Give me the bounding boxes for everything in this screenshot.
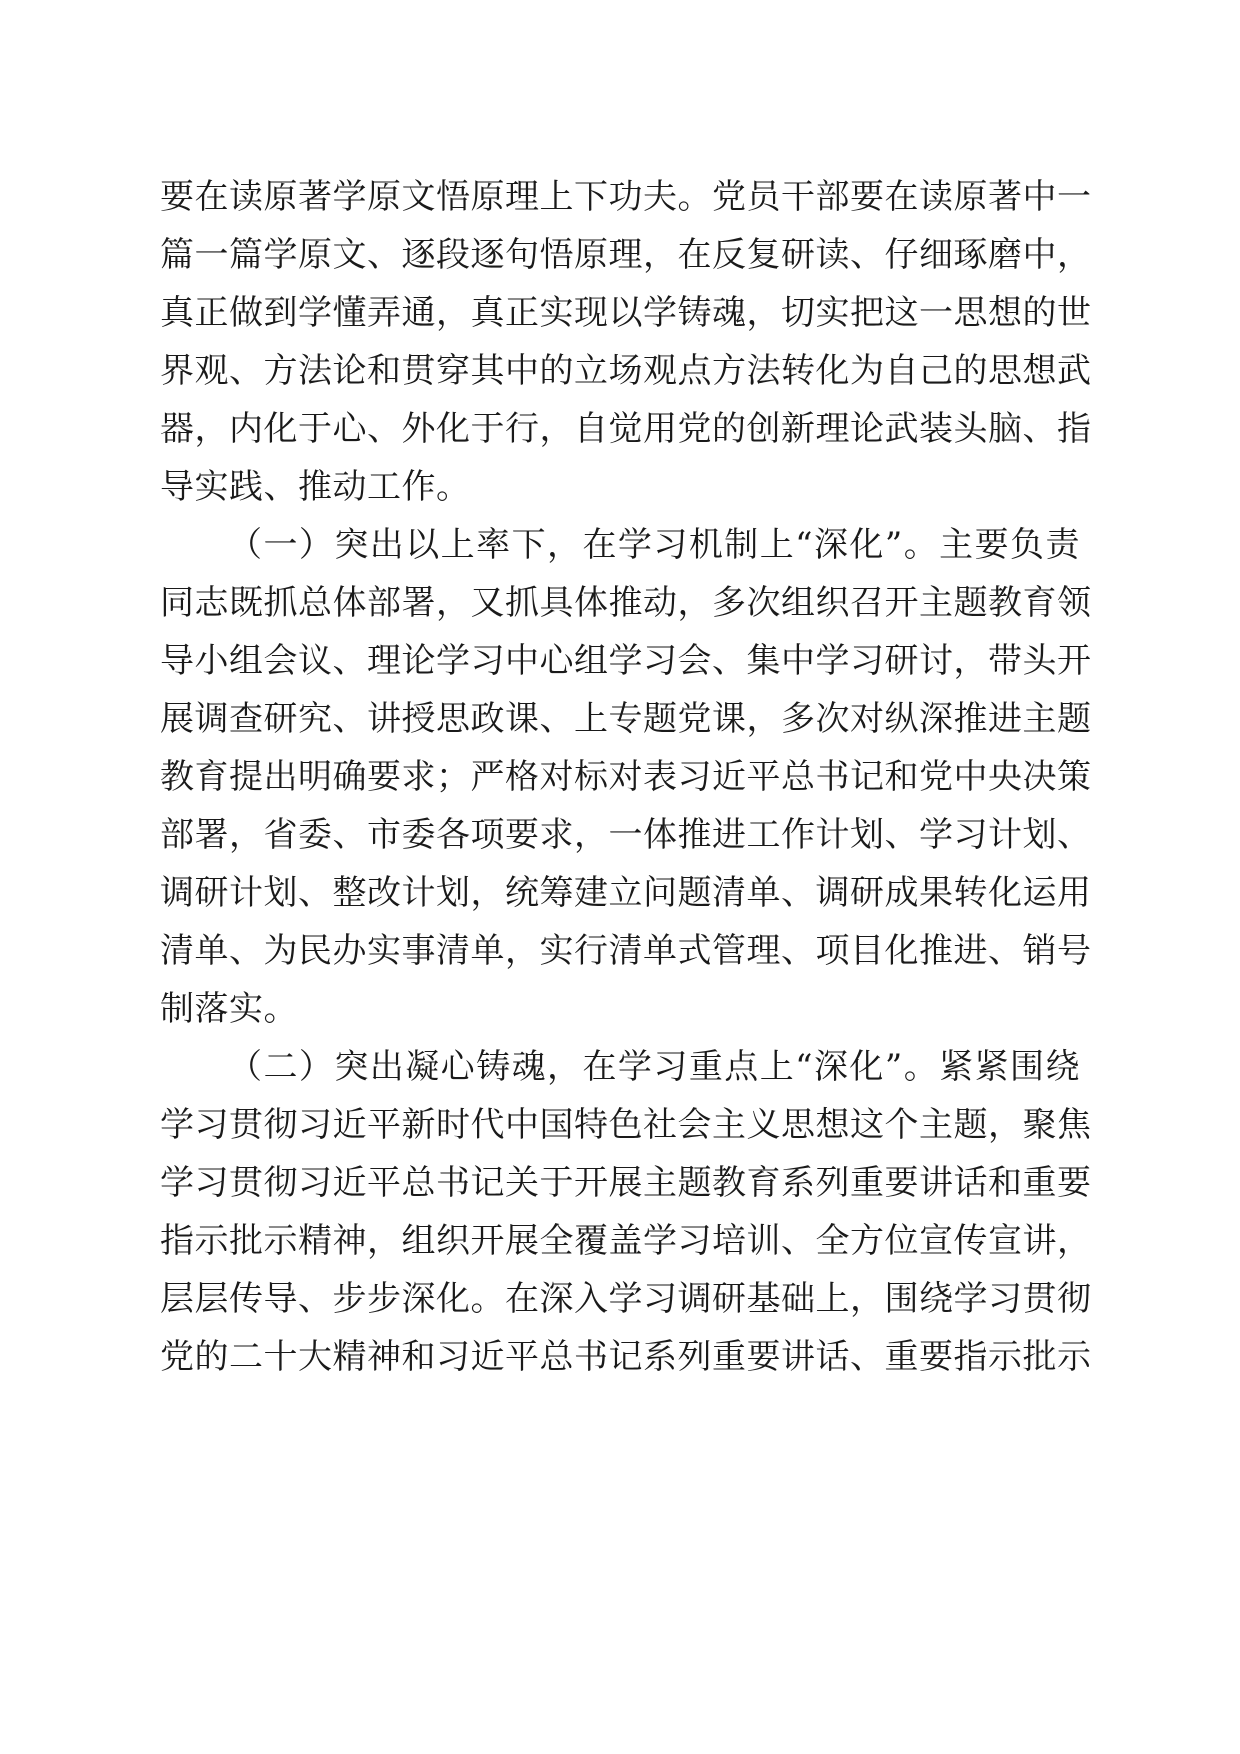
paragraph-2-line-8: 清单、为民办实事清单，实行清单式管理、项目化推进、销号 — [160, 931, 1092, 971]
paragraph-2-line-5: 教育提出明确要求；严格对标对表习近平总书记和党中央决策 — [160, 757, 1092, 797]
paragraph-1-line-6: 导实践、推动工作。 — [160, 467, 471, 507]
paragraph-1-line-3: 真正做到学懂弄通，真正实现以学铸魂，切实把这一思想的世 — [160, 293, 1092, 333]
paragraph-2-line-6: 部署，省委、市委各项要求，一体推进工作计划、学习计划、 — [160, 815, 1092, 855]
paragraph-2-line-1: （一）突出以上率下，在学习机制上“深化”。主要负责 — [228, 525, 1080, 565]
paragraph-2-line-3: 导小组会议、理论学习中心组学习会、集中学习研讨，带头开 — [160, 641, 1092, 681]
paragraph-3-line-3: 学习贯彻习近平总书记关于开展主题教育系列重要讲话和重要 — [160, 1163, 1092, 1203]
paragraph-1-line-1: 要在读原著学原文悟原理上下功夫。党员干部要在读原著中一 — [160, 177, 1092, 217]
paragraph-2-line-9: 制落实。 — [160, 989, 298, 1029]
paragraph-3-line-1: （二）突出凝心铸魂，在学习重点上“深化”。紧紧围绕 — [228, 1047, 1080, 1087]
paragraph-3-line-4: 指示批示精神，组织开展全覆盖学习培训、全方位宣传宣讲， — [160, 1221, 1092, 1261]
paragraph-3-line-2: 学习贯彻习近平新时代中国特色社会主义思想这个主题，聚焦 — [160, 1105, 1092, 1145]
paragraph-1-line-2: 篇一篇学原文、逐段逐句悟原理，在反复研读、仔细琢磨中， — [160, 235, 1092, 275]
paragraph-3-line-5: 层层传导、步步深化。在深入学习调研基础上，围绕学习贯彻 — [160, 1279, 1092, 1319]
paragraph-1-line-4: 界观、方法论和贯穿其中的立场观点方法转化为自己的思想武 — [160, 351, 1092, 391]
paragraph-2-line-4: 展调查研究、讲授思政课、上专题党课，多次对纵深推进主题 — [160, 699, 1092, 739]
paragraph-3-line-6: 党的二十大精神和习近平总书记系列重要讲话、重要指示批示 — [160, 1337, 1092, 1377]
paragraph-2-line-2: 同志既抓总体部署，又抓具体推动，多次组织召开主题教育领 — [160, 583, 1092, 623]
body-text — [160, 168, 1092, 1386]
paragraph-1-line-5: 器，内化于心、外化于行，自觉用党的创新理论武装头脑、指 — [160, 409, 1092, 449]
paragraph-2-line-7: 调研计划、整改计划，统筹建立问题清单、调研成果转化运用 — [160, 873, 1092, 913]
